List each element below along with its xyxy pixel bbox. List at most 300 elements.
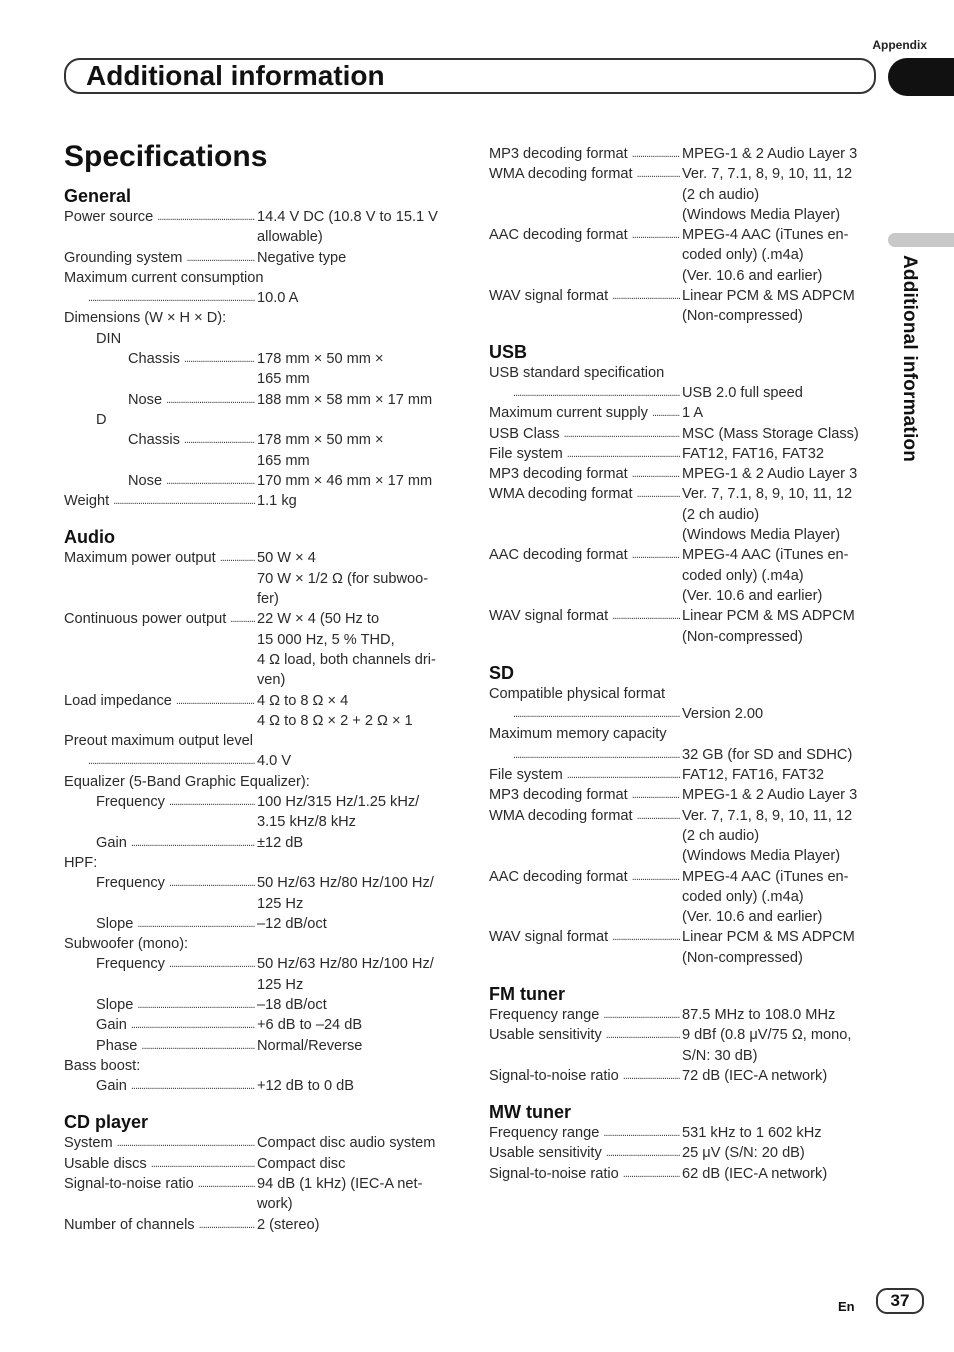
spec-label: Signal-to-noise ratio — [489, 1067, 619, 1084]
spec-label: Frequency — [96, 794, 165, 811]
dot-leader — [141, 1036, 255, 1056]
spec-label: Nose — [128, 391, 163, 408]
spec-label: Frequency range — [489, 1125, 600, 1142]
spec-value: MSC (Mass Storage Class) — [682, 425, 859, 442]
appendix-label: Appendix — [872, 38, 927, 52]
spec-row — [64, 288, 454, 308]
spec-label-cell — [489, 144, 682, 164]
dot-leader — [137, 914, 255, 934]
dot-leader — [166, 471, 255, 491]
spec-label-cell — [64, 609, 257, 629]
dot-leader — [632, 144, 680, 164]
spec-label: Frequency — [96, 875, 165, 892]
spec-label: Frequency range — [489, 1006, 600, 1023]
spec-row — [64, 995, 454, 1015]
spec-section-usb — [489, 342, 879, 647]
spec-label-cell — [489, 867, 682, 887]
spec-label: Power source — [64, 209, 154, 225]
spec-label: Gain — [96, 1078, 127, 1095]
dot-leader — [131, 1076, 255, 1096]
spec-label: File system — [489, 445, 563, 462]
dot-leader — [513, 704, 680, 724]
spec-row — [489, 363, 879, 383]
spec-value: 10.0 A — [257, 290, 299, 307]
spec-row — [64, 268, 454, 288]
spec-row — [64, 410, 454, 430]
spec-row — [489, 684, 879, 704]
spec-label: Usable sensitivity — [489, 1027, 602, 1044]
dot-leader — [169, 792, 255, 812]
spec-label: Preout maximum output level — [64, 733, 253, 750]
spec-value: –18 dB/oct — [257, 996, 327, 1013]
chapter-tab-marker — [888, 58, 954, 96]
spec-value: 72 dB (IEC-A network) — [682, 1067, 828, 1084]
spec-row — [64, 731, 454, 751]
dot-leader — [513, 745, 680, 765]
dot-leader — [606, 1143, 680, 1163]
dot-leader — [632, 867, 680, 887]
spec-label-cell — [489, 1123, 682, 1143]
spec-row — [64, 792, 454, 833]
section-heading: SD — [489, 662, 515, 683]
spec-label: AAC decoding format — [489, 227, 628, 244]
spec-value: Normal/Reverse — [257, 1037, 363, 1054]
spec-label-cell — [64, 288, 257, 308]
section-header — [64, 58, 876, 94]
spec-label: Signal-to-noise ratio — [489, 1165, 619, 1182]
spec-value: 531 kHz to 1 602 kHz — [682, 1125, 822, 1142]
spec-label: Nose — [128, 472, 163, 489]
spec-label-cell — [489, 765, 682, 785]
spec-value: 50 Hz/63 Hz/80 Hz/100 Hz/ 125 Hz — [257, 875, 434, 912]
spec-row — [64, 1036, 454, 1056]
spec-row — [64, 609, 454, 690]
spec-value: Linear PCM & MS ADPCM (Non-compressed) — [682, 608, 855, 645]
spec-value: 178 mm × 50 mm × 165 mm — [257, 351, 384, 388]
dot-leader — [176, 691, 255, 711]
spec-label: Phase — [96, 1037, 138, 1054]
spec-row — [64, 1215, 454, 1235]
spec-label-cell — [64, 995, 257, 1015]
spec-label-cell — [489, 424, 682, 444]
spec-value: FAT12, FAT16, FAT32 — [682, 767, 824, 784]
spec-label: WMA decoding format — [489, 166, 633, 183]
spec-row — [64, 691, 454, 732]
spec-label-cell — [489, 484, 682, 504]
spec-label-cell — [64, 954, 257, 974]
spec-label — [489, 383, 509, 403]
spec-value: 25 μV (S/N: 20 dB) — [682, 1145, 805, 1162]
spec-label: USB standard specification — [489, 364, 665, 381]
spec-row — [489, 484, 879, 545]
spec-value: 178 mm × 50 mm × 165 mm — [257, 432, 384, 469]
spec-section-continued — [489, 144, 879, 327]
spec-row — [489, 545, 879, 606]
spec-label: Gain — [96, 1017, 127, 1034]
dot-leader — [131, 833, 255, 853]
spec-row — [489, 704, 879, 724]
side-tab-label: Additional information — [899, 255, 920, 463]
section-heading: General — [64, 186, 132, 206]
spec-row — [64, 772, 454, 792]
spec-value: Version 2.00 — [682, 706, 764, 723]
spec-label-cell — [489, 545, 682, 565]
spec-value: –12 dB/oct — [257, 915, 327, 932]
dot-leader — [166, 390, 255, 410]
spec-label: Dimensions (W × H × D): — [64, 310, 227, 327]
spec-label: Gain — [96, 834, 127, 851]
spec-row — [489, 444, 879, 464]
spec-label: MP3 decoding format — [489, 787, 628, 804]
dot-leader — [637, 484, 680, 504]
spec-section-fm-tuner — [489, 984, 879, 1086]
spec-row — [64, 248, 454, 268]
spec-row — [489, 1005, 879, 1025]
dot-leader — [137, 995, 255, 1015]
spec-label: Chassis — [128, 351, 180, 368]
dot-leader — [637, 164, 680, 184]
spec-label-cell — [489, 444, 682, 464]
page-number: 37 — [876, 1288, 924, 1314]
spec-row — [489, 867, 879, 928]
spec-row — [64, 934, 454, 954]
dot-leader — [652, 403, 680, 423]
spec-label — [64, 751, 84, 771]
dot-leader — [88, 288, 255, 308]
dot-leader — [623, 1066, 680, 1086]
spec-row — [64, 329, 454, 349]
spec-label: Slope — [96, 996, 134, 1013]
left-column — [64, 186, 454, 1235]
spec-value: 188 mm × 58 mm × 17 mm — [257, 391, 433, 408]
spec-label-cell — [64, 1015, 257, 1035]
spec-label: Bass boost: — [64, 1057, 141, 1074]
spec-label-cell — [64, 751, 257, 771]
spec-label: System — [64, 1135, 113, 1152]
dot-leader — [606, 1025, 680, 1045]
dot-leader — [184, 430, 255, 450]
spec-value: Negative type — [257, 249, 347, 266]
spec-value: ±12 dB — [257, 834, 304, 851]
spec-label-cell — [489, 1143, 682, 1163]
spec-label: WAV signal format — [489, 929, 609, 946]
dot-leader — [567, 765, 680, 785]
spec-row — [64, 954, 454, 995]
spec-label: WMA decoding format — [489, 486, 633, 503]
spec-row — [489, 806, 879, 867]
spec-section-mw-tuner — [489, 1102, 879, 1184]
spec-label-cell — [64, 1154, 257, 1174]
spec-label: Maximum current consumption — [64, 269, 264, 286]
dot-leader — [612, 606, 680, 626]
spec-row — [489, 225, 879, 286]
spec-value: 87.5 MHz to 108.0 MHz — [682, 1006, 836, 1023]
spec-label-cell — [64, 833, 257, 853]
spec-label: USB Class — [489, 425, 560, 442]
dot-leader — [612, 927, 680, 947]
spec-value: Ver. 7, 7.1, 8, 9, 10, 11, 12 (2 ch audio) (Windows Media Player) — [682, 486, 853, 544]
spec-label: Usable discs — [64, 1155, 147, 1172]
spec-row — [489, 403, 879, 423]
spec-row — [489, 144, 879, 164]
spec-row — [489, 1164, 879, 1184]
spec-row — [64, 1076, 454, 1096]
dot-leader — [632, 545, 680, 565]
spec-value: Compact disc — [257, 1155, 346, 1172]
spec-value: Ver. 7, 7.1, 8, 9, 10, 11, 12 (2 ch audio) (Windows Media Player) — [682, 166, 853, 223]
spec-label: Compatible physical format — [489, 685, 666, 702]
dot-leader — [230, 609, 255, 629]
spec-label-cell — [489, 286, 682, 306]
spec-label: Equalizer (5-Band Graphic Equalizer): — [64, 773, 310, 790]
spec-row — [489, 927, 879, 968]
spec-label-cell — [64, 390, 257, 410]
dot-leader — [603, 1123, 680, 1143]
spec-row — [489, 164, 879, 225]
language-label: En — [838, 1299, 855, 1314]
spec-label-cell — [64, 1036, 257, 1056]
spec-value: Linear PCM & MS ADPCM (Non-compressed) — [682, 929, 855, 966]
spec-value: 4 Ω to 8 Ω × 4 4 Ω to 8 Ω × 2 + 2 Ω × 1 — [257, 692, 413, 729]
spec-value: 170 mm × 46 mm × 17 mm — [257, 472, 433, 489]
spec-label-cell — [64, 691, 257, 711]
spec-label: WMA decoding format — [489, 807, 633, 824]
spec-row — [489, 464, 879, 484]
spec-label-cell — [489, 1025, 682, 1045]
right-column — [489, 144, 879, 1184]
spec-section-sd — [489, 663, 879, 968]
spec-label-cell — [489, 927, 682, 947]
spec-label: Weight — [64, 493, 110, 510]
spec-label: HPF: — [64, 854, 98, 871]
spec-row — [489, 606, 879, 647]
dot-leader — [88, 751, 255, 771]
spec-value: MPEG-1 & 2 Audio Layer 3 — [682, 466, 858, 483]
section-heading: MW tuner — [489, 1102, 571, 1123]
spec-label-cell — [64, 914, 257, 934]
spec-label — [489, 704, 509, 724]
spec-label: Number of channels — [64, 1216, 195, 1233]
spec-row — [489, 383, 879, 403]
spec-value: Compact disc audio system — [257, 1135, 436, 1152]
dot-leader — [199, 1215, 255, 1235]
spec-value: 4.0 V — [257, 753, 292, 770]
spec-row — [64, 349, 454, 390]
spec-label: AAC decoding format — [489, 547, 628, 564]
spec-row — [489, 1123, 879, 1143]
spec-label: Usable sensitivity — [489, 1145, 602, 1162]
dot-leader — [113, 491, 255, 511]
spec-row — [64, 491, 454, 511]
spec-row — [64, 430, 454, 471]
spec-row — [64, 833, 454, 853]
spec-value: +12 dB to 0 dB — [257, 1078, 354, 1095]
dot-leader — [131, 1015, 255, 1035]
spec-row — [64, 1174, 454, 1215]
spec-value: 62 dB (IEC-A network) — [682, 1165, 828, 1182]
dot-leader — [220, 548, 255, 568]
spec-label: WAV signal format — [489, 288, 609, 305]
spec-value: 9 dBf (0.8 μV/75 Ω, mono, S/N: 30 dB) — [682, 1027, 852, 1064]
spec-value: 1 A — [682, 405, 704, 422]
spec-value: USB 2.0 full speed — [682, 384, 803, 401]
spec-value: 2 (stereo) — [257, 1216, 320, 1233]
spec-label-cell — [489, 1164, 682, 1184]
spec-label: Maximum current supply — [489, 405, 648, 422]
spec-row — [64, 207, 454, 248]
section-heading: USB — [489, 341, 528, 362]
spec-value: MPEG-4 AAC (iTunes en- coded only) (.m4a) (Ver. 10.6 and earlier) — [682, 227, 849, 284]
spec-row — [489, 1066, 879, 1086]
dot-leader — [513, 383, 680, 403]
spec-label-cell — [64, 873, 257, 893]
spec-row — [489, 424, 879, 444]
spec-row — [489, 785, 879, 805]
spec-value: FAT12, FAT16, FAT32 — [682, 445, 824, 462]
spec-label-cell — [64, 349, 257, 369]
spec-value: 22 W × 4 (50 Hz to 15 000 Hz, 5 % THD, 4 Ω load, both channels dri- ven) — [257, 611, 436, 689]
spec-value: MPEG-4 AAC (iTunes en- coded only) (.m4a) (Ver. 10.6 and earlier) — [682, 547, 849, 604]
spec-label-cell — [489, 704, 682, 724]
spec-row — [489, 724, 879, 744]
spec-row — [64, 308, 454, 328]
spec-label-cell — [489, 464, 682, 484]
spec-value: MPEG-1 & 2 Audio Layer 3 — [682, 787, 858, 804]
page-title: Specifications — [64, 140, 268, 173]
spec-row — [489, 745, 879, 765]
dot-leader — [151, 1154, 255, 1174]
spec-label: D — [96, 411, 107, 428]
spec-section-audio — [64, 527, 454, 1096]
dot-leader — [186, 248, 255, 268]
dot-leader — [564, 424, 680, 444]
spec-label-cell — [64, 1174, 257, 1194]
spec-label: AAC decoding format — [489, 868, 628, 885]
dot-leader — [169, 954, 255, 974]
spec-label-cell — [489, 745, 682, 765]
spec-label: Signal-to-noise ratio — [64, 1176, 194, 1193]
spec-label: File system — [489, 767, 563, 784]
dot-leader — [198, 1174, 255, 1194]
spec-value: MPEG-4 AAC (iTunes en- coded only) (.m4a) (Ver. 10.6 and earlier) — [682, 868, 849, 926]
spec-label-cell — [64, 248, 257, 268]
spec-label: WAV signal format — [489, 608, 609, 625]
spec-row — [489, 286, 879, 327]
dot-leader — [184, 349, 255, 369]
spec-label-cell — [489, 164, 682, 184]
spec-label: DIN — [96, 330, 122, 347]
spec-label-cell — [489, 1066, 682, 1086]
spec-label-cell — [64, 1076, 257, 1096]
dot-leader — [603, 1005, 680, 1025]
spec-label-cell — [489, 403, 682, 423]
spec-row — [64, 390, 454, 410]
spec-value: 1.1 kg — [257, 493, 297, 510]
side-tab-marker — [888, 233, 954, 247]
section-heading: CD player — [64, 1112, 149, 1133]
spec-value: 50 W × 4 70 W × 1/2 Ω (for subwoo- fer) — [257, 550, 429, 608]
spec-label-cell — [64, 792, 257, 812]
section-heading: Audio — [64, 527, 115, 548]
spec-label: Continuous power output — [64, 611, 227, 628]
spec-label: Grounding system — [64, 249, 183, 266]
spec-row — [64, 1056, 454, 1076]
spec-label: Frequency — [96, 956, 165, 973]
dot-leader — [157, 207, 255, 227]
dot-leader — [632, 785, 680, 805]
section-title: Additional information — [86, 60, 385, 91]
spec-value: +6 dB to –24 dB — [257, 1017, 363, 1034]
spec-label: Slope — [96, 915, 134, 932]
spec-label-cell — [64, 491, 257, 511]
spec-row — [64, 1015, 454, 1035]
spec-label — [64, 288, 84, 308]
spec-row — [64, 873, 454, 914]
spec-row — [64, 914, 454, 934]
spec-row — [489, 765, 879, 785]
spec-row — [64, 471, 454, 491]
dot-leader — [637, 806, 680, 826]
spec-label-cell — [64, 207, 257, 227]
spec-value: 32 GB (for SD and SDHC) — [682, 746, 853, 763]
spec-label — [489, 745, 509, 765]
spec-label-cell — [64, 548, 257, 568]
spec-value: 50 Hz/63 Hz/80 Hz/100 Hz/ 125 Hz — [257, 956, 434, 993]
spec-row — [64, 853, 454, 873]
dot-leader — [632, 225, 680, 245]
spec-label: Chassis — [128, 432, 180, 449]
spec-label-cell — [489, 1005, 682, 1025]
spec-value: 100 Hz/315 Hz/1.25 kHz/ 3.15 kHz/8 kHz — [257, 794, 420, 831]
spec-row — [489, 1025, 879, 1066]
spec-row — [64, 1133, 454, 1153]
spec-label-cell — [489, 383, 682, 403]
section-heading: FM tuner — [489, 983, 565, 1004]
spec-value: 14.4 V DC (10.8 V to 15.1 V allowable) — [257, 209, 438, 246]
spec-value: 94 dB (1 kHz) (IEC-A net- work) — [257, 1176, 423, 1213]
spec-row — [64, 1154, 454, 1174]
spec-label-cell — [489, 785, 682, 805]
spec-label-cell — [489, 806, 682, 826]
spec-label: MP3 decoding format — [489, 466, 628, 483]
spec-section-cd-player — [64, 1112, 454, 1234]
spec-row — [64, 751, 454, 771]
spec-label-cell — [489, 225, 682, 245]
spec-label: Maximum memory capacity — [489, 726, 667, 743]
spec-label: Load impedance — [64, 692, 172, 709]
dot-leader — [612, 286, 680, 306]
spec-section-general — [64, 186, 454, 511]
dot-leader — [632, 464, 680, 484]
spec-value: MPEG-1 & 2 Audio Layer 3 — [682, 146, 858, 162]
spec-label: Maximum power output — [64, 550, 216, 567]
spec-label-cell — [64, 471, 257, 491]
dot-leader — [117, 1133, 255, 1153]
dot-leader — [623, 1164, 680, 1184]
dot-leader — [567, 444, 680, 464]
spec-value: Linear PCM & MS ADPCM (Non-compressed) — [682, 288, 855, 325]
spec-label: Subwoofer (mono): — [64, 936, 189, 953]
dot-leader — [169, 873, 255, 893]
spec-label-cell — [489, 606, 682, 626]
spec-value: Ver. 7, 7.1, 8, 9, 10, 11, 12 (2 ch audio) (Windows Media Player) — [682, 807, 853, 865]
spec-label-cell — [64, 1133, 257, 1153]
spec-label-cell — [64, 1215, 257, 1235]
spec-row — [64, 548, 454, 609]
spec-label-cell — [64, 430, 257, 450]
spec-label: MP3 decoding format — [489, 146, 628, 162]
spec-row — [489, 1143, 879, 1163]
